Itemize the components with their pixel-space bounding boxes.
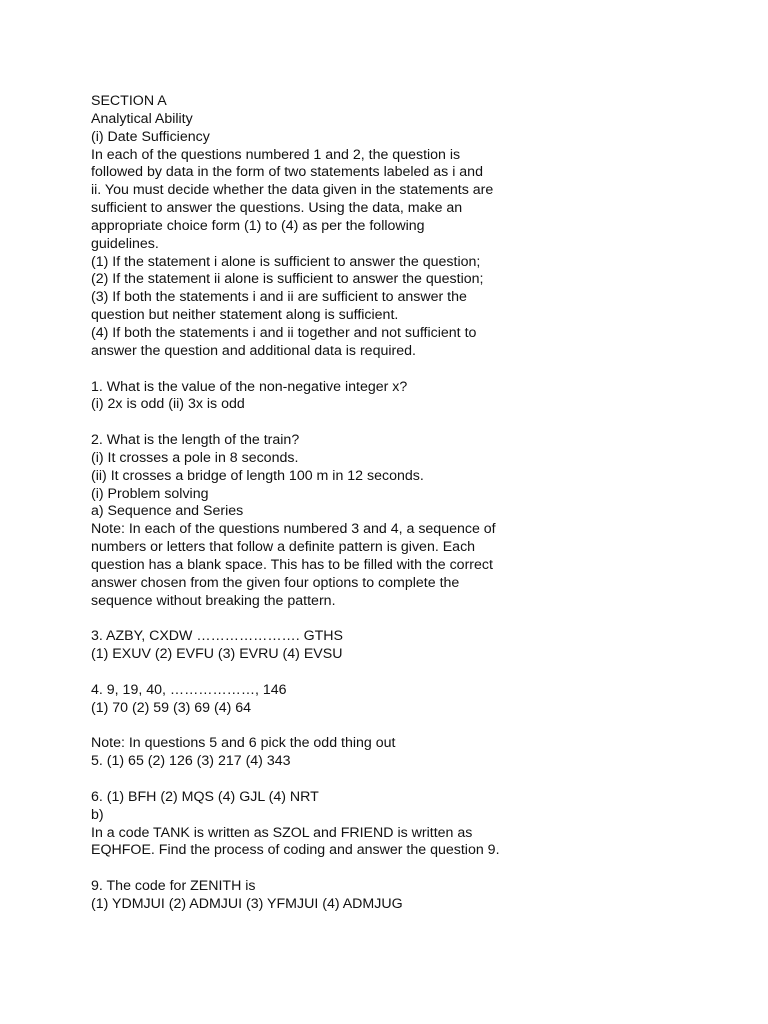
question-line: 5. (1) 65 (2) 126 (3) 217 (4) 343 [91, 753, 291, 770]
topic-heading: a) Sequence and Series [91, 503, 244, 520]
blank-line [91, 361, 551, 379]
guideline-line: (4) If both the statements i and ii together and not sufficient to [91, 324, 477, 341]
topic-heading: (i) Problem solving [91, 485, 209, 502]
instruction-line: In a code TANK is written as SZOL and FRIEND is written as [91, 824, 473, 841]
guideline-line: (3) If both the statements i and ii are sufficient to answer the [91, 289, 467, 306]
instruction-line: EQHFOE. Find the process of coding and answer the question 9. [91, 842, 500, 859]
instruction-line: guidelines. [91, 235, 159, 252]
options-line: (1) 70 (2) 59 (3) 69 (4) 64 [91, 699, 252, 716]
blank-line [91, 771, 551, 789]
blank-line [91, 610, 551, 628]
subsection-heading: Analytical Ability [91, 110, 193, 127]
instruction-line: sufficient to answer the questions. Using the data, make an [91, 200, 463, 217]
guideline-line: (2) If the statement ii alone is sufficient to answer the question; [91, 271, 484, 288]
options-line: (1) EXUV (2) EVFU (3) EVRU (4) EVSU [91, 646, 343, 663]
note-line: Note: In questions 5 and 6 pick the odd thing out [91, 735, 396, 752]
instruction-line: followed by data in the form of two statements labeled as i and [91, 164, 483, 181]
guideline-line: answer the question and additional data is required. [91, 342, 416, 359]
instruction-line: ii. You must decide whether the data given in the statements are [91, 182, 494, 199]
guideline-line: (1) If the statement i alone is sufficient to answer the question; [91, 253, 481, 270]
question-line: (i) It crosses a pole in 8 seconds. [91, 449, 299, 466]
section-heading: SECTION A [91, 93, 167, 109]
note-line: numbers or letters that follow a definite pattern is given. Each [91, 539, 476, 556]
note-line: Note: In each of the questions numbered 3 and 4, a sequence of [91, 521, 496, 538]
question-line: 9. The code for ZENITH is [91, 878, 256, 895]
blank-line [91, 860, 551, 878]
question-line: 1. What is the value of the non-negative integer x? [91, 378, 408, 395]
blank-line [91, 718, 551, 736]
question-line: 3. AZBY, CXDW …………………. GTHS [91, 628, 343, 645]
note-line: answer chosen from the given four options to complete the [91, 574, 460, 591]
question-line: (i) 2x is odd (ii) 3x is odd [91, 396, 245, 413]
instruction-line: appropriate choice form (1) to (4) as per the following [91, 217, 425, 234]
guideline-line: question but neither statement along is sufficient. [91, 307, 399, 324]
note-line: question has a blank space. This has to be filled with the correct [91, 556, 493, 573]
question-line: 4. 9, 19, 40, ………………, 146 [91, 681, 287, 698]
options-line: (1) YDMJUI (2) ADMJUI (3) YFMJUI (4) ADMJUG [91, 895, 403, 912]
question-line: 2. What is the length of the train? [91, 432, 300, 449]
blank-line [91, 414, 551, 432]
topic-heading: (i) Date Sufficiency [91, 128, 210, 145]
instruction-line: In each of the questions numbered 1 and 2, the question is [91, 146, 461, 163]
topic-heading: b) [91, 806, 104, 823]
blank-line [91, 664, 551, 682]
question-line: 6. (1) BFH (2) MQS (4) GJL (4) NRT [91, 788, 319, 805]
note-line: sequence without breaking the pattern. [91, 592, 336, 609]
question-line: (ii) It crosses a bridge of length 100 m in 12 seconds. [91, 467, 424, 484]
document-text [91, 93, 551, 914]
